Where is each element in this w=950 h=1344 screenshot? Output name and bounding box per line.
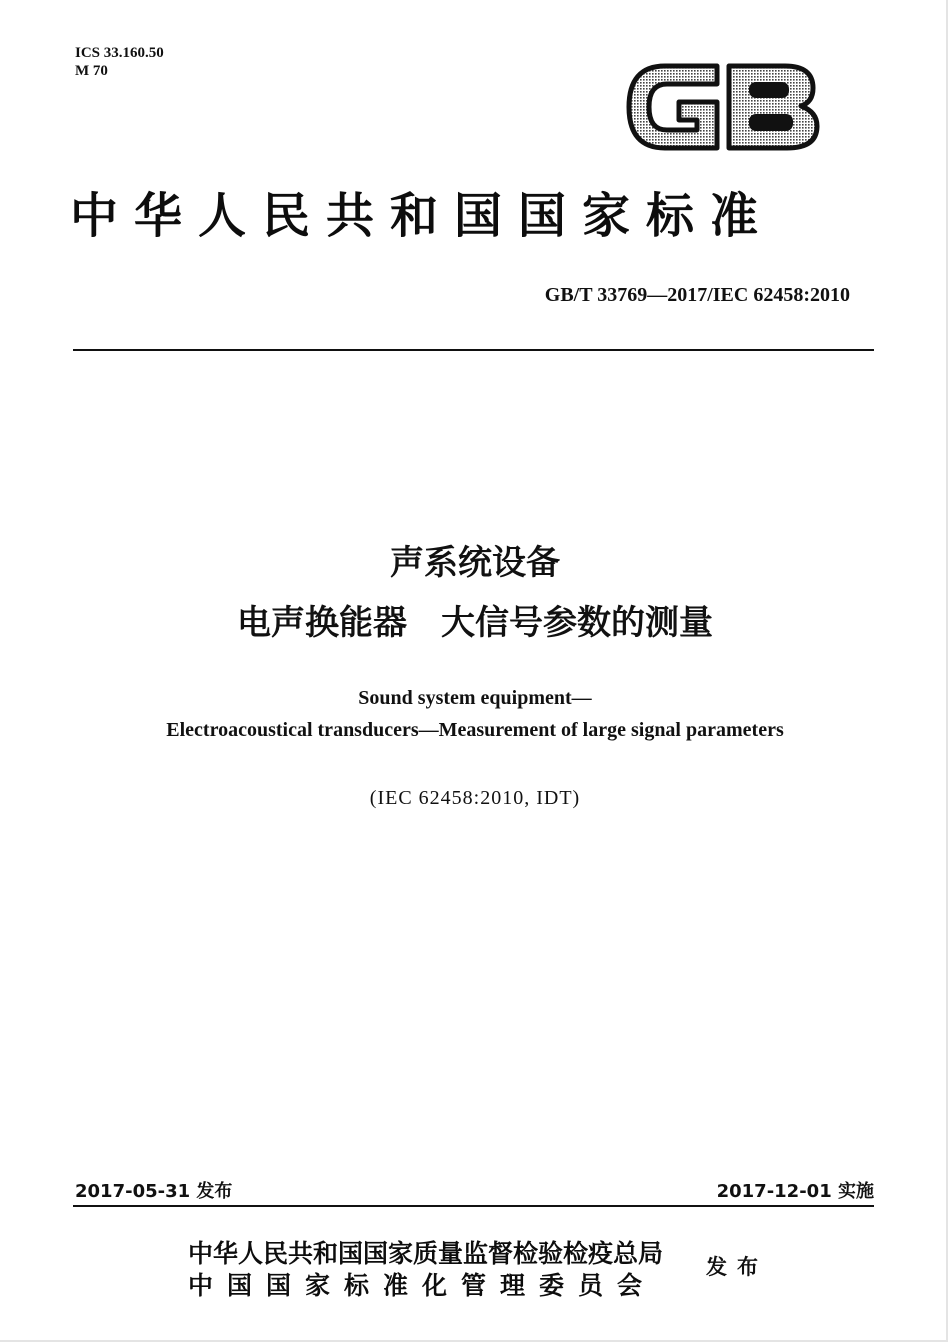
- ics-code: ICS 33.160.50: [75, 45, 164, 61]
- chinese-title-line1: 声系统设备: [390, 543, 560, 583]
- issuer-aqsiq: 中华人民共和国国家质量监督检验检疫总局: [188, 1239, 664, 1268]
- english-title-line1: Sound system equipment—: [358, 687, 592, 709]
- issuing-authorities: [188, 1238, 663, 1302]
- chinese-title-line2: 电声换能器 大信号参数的测量: [237, 603, 713, 643]
- gb-logo: [625, 58, 820, 156]
- country-standard-title: 中华人民共和国国家标准: [70, 188, 775, 244]
- issue-date: 2017-05-31 发布: [75, 1181, 233, 1202]
- bottom-divider: [73, 1205, 874, 1207]
- issuer-sac: 中国国家标准化管理委员会: [188, 1271, 657, 1300]
- gb-logo-text: GB: [722, 118, 724, 119]
- english-title-line2: Electroacoustical transducers—Measurement of large signal parameters: [166, 719, 784, 741]
- classification-codes: [75, 44, 164, 80]
- publish-label: 发布: [706, 1254, 768, 1279]
- top-divider: [73, 349, 874, 351]
- iec-equivalence: (IEC 62458:2010, IDT): [369, 787, 581, 809]
- implementation-date: 2017-12-01 实施: [716, 1181, 874, 1202]
- standard-number: GB/T 33769—2017/IEC 62458:2010: [544, 284, 850, 306]
- ccs-code: M 70: [75, 63, 108, 79]
